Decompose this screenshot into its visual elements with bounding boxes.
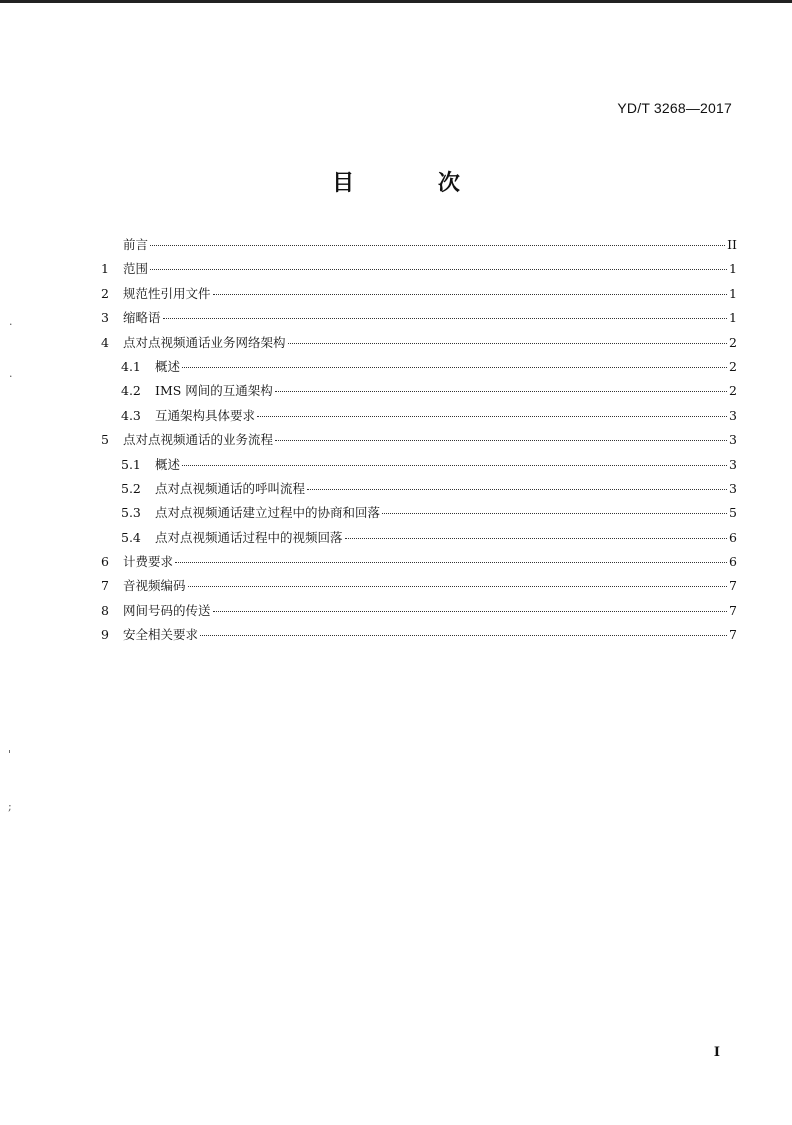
toc-entry-number: 3 xyxy=(101,310,109,326)
toc-entry-title: 点对点视频通话过程中的视频回落 xyxy=(155,529,343,545)
toc-entry-page: 5 xyxy=(729,505,737,521)
toc-entry-page: 1 xyxy=(729,310,737,326)
toc-dot-leader xyxy=(307,489,727,490)
toc-entry[interactable] xyxy=(101,233,737,257)
toc-entry[interactable] xyxy=(101,477,737,501)
toc-entry[interactable] xyxy=(101,306,737,330)
toc-entry-page: 3 xyxy=(729,407,737,423)
toc-entry-number: 4.1 xyxy=(121,358,141,374)
toc-dot-leader xyxy=(175,562,727,563)
toc-entry-title: 点对点视频通话的业务流程 xyxy=(123,432,274,448)
toc-dot-leader xyxy=(257,416,727,417)
toc-entry-number: 8 xyxy=(101,602,109,618)
toc-dot-leader xyxy=(288,343,728,344)
toc-entry-number: 5.4 xyxy=(121,529,141,545)
toc-dot-leader xyxy=(213,611,728,612)
toc-entry-page: 1 xyxy=(729,285,737,301)
toc-entry[interactable] xyxy=(101,623,737,647)
toc-entry-number: 5.2 xyxy=(121,480,141,496)
toc-entry-number: 5 xyxy=(101,432,109,448)
toc-entry-number: 2 xyxy=(101,285,109,301)
scan-speck: ' xyxy=(8,748,12,761)
toc-dot-leader xyxy=(213,294,728,295)
toc-dot-leader xyxy=(163,318,728,319)
toc-entry-title: 概述 xyxy=(155,456,181,472)
toc-entry-page: 1 xyxy=(729,261,737,277)
toc-dot-leader xyxy=(150,245,725,246)
toc-dot-leader xyxy=(188,586,728,587)
scan-speck: · xyxy=(9,318,13,331)
toc-entry-title: 点对点视频通话业务网络架构 xyxy=(123,334,286,350)
toc-entry[interactable] xyxy=(101,355,737,379)
toc-entry-title: IMS 网间的互通架构 xyxy=(155,383,273,399)
scan-speck: ; xyxy=(8,800,12,813)
toc-entry-page: 7 xyxy=(729,627,737,643)
toc-entry-title: 缩略语 xyxy=(123,310,161,326)
toc-entry-page: 6 xyxy=(729,554,737,570)
toc-dot-leader xyxy=(182,465,727,466)
toc-entry-number: 5.1 xyxy=(121,456,141,472)
page-number: I xyxy=(713,1045,720,1060)
toc-entry[interactable] xyxy=(101,574,737,598)
toc-entry-title: 概述 xyxy=(155,358,181,374)
toc-entry-page: 3 xyxy=(729,456,737,472)
toc-entry-page: 2 xyxy=(729,358,737,374)
toc-entry-title: 网间号码的传送 xyxy=(123,602,211,618)
toc-entry-number: 6 xyxy=(101,554,109,570)
toc-entry-number: 1 xyxy=(101,261,109,277)
toc-entry[interactable] xyxy=(101,257,737,281)
toc-dot-leader xyxy=(150,269,727,270)
toc-dot-leader xyxy=(382,513,727,514)
toc-entry[interactable] xyxy=(101,282,737,306)
toc-entry-page: II xyxy=(727,237,737,252)
toc-entry-title: 点对点视频通话的呼叫流程 xyxy=(155,480,306,496)
top-rule xyxy=(0,0,792,3)
toc-entry-page: 2 xyxy=(729,383,737,399)
table-of-contents xyxy=(101,233,737,648)
toc-entry-page: 6 xyxy=(729,529,737,545)
page-title: 目 次 xyxy=(332,171,498,196)
toc-entry-title: 前言 xyxy=(123,237,149,252)
toc-entry-page: 3 xyxy=(729,432,737,448)
toc-entry[interactable] xyxy=(101,501,737,525)
toc-dot-leader xyxy=(345,538,728,539)
standard-code: YD/T 3268—2017 xyxy=(617,100,732,116)
toc-entry-number: 5.3 xyxy=(121,505,141,521)
toc-entry-page: 7 xyxy=(729,602,737,618)
toc-entry-title: 点对点视频通话建立过程中的协商和回落 xyxy=(155,505,381,521)
scan-speck: · xyxy=(9,370,13,383)
toc-entry[interactable] xyxy=(101,550,737,574)
toc-entry-number: 4.3 xyxy=(121,407,141,423)
toc-entry-number: 7 xyxy=(101,578,109,594)
toc-entry-title: 互通架构具体要求 xyxy=(155,407,256,423)
toc-entry-title: 安全相关要求 xyxy=(123,627,199,643)
toc-dot-leader xyxy=(200,635,727,636)
toc-entry-title: 计费要求 xyxy=(123,554,174,570)
toc-dot-leader xyxy=(182,367,727,368)
toc-entry[interactable] xyxy=(101,453,737,477)
toc-entry-number: 9 xyxy=(101,627,109,643)
toc-entry-title: 范围 xyxy=(123,261,149,277)
toc-entry[interactable] xyxy=(101,526,737,550)
toc-entry[interactable] xyxy=(101,428,737,452)
toc-entry-number: 4.2 xyxy=(121,383,141,399)
toc-entry-page: 3 xyxy=(729,480,737,496)
toc-entry-page: 2 xyxy=(729,334,737,350)
toc-entry[interactable] xyxy=(101,599,737,623)
toc-entry-page: 7 xyxy=(729,578,737,594)
toc-entry-number: 4 xyxy=(101,334,109,350)
toc-entry-title: 规范性引用文件 xyxy=(123,285,211,301)
toc-entry[interactable] xyxy=(101,404,737,428)
toc-entry[interactable] xyxy=(101,379,737,403)
toc-dot-leader xyxy=(275,440,727,441)
toc-entry-title: 音视频编码 xyxy=(123,578,186,594)
toc-entry[interactable] xyxy=(101,331,737,355)
toc-dot-leader xyxy=(275,391,727,392)
